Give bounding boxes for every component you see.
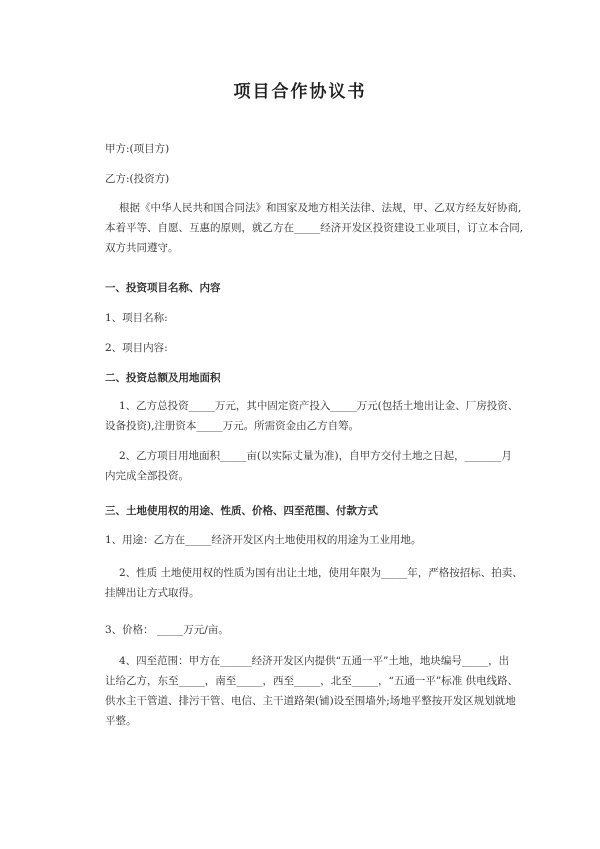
paragraph-line: 2、乙方项目用地面积_____亩(以实际丈量为准)，自甲方交付土地之日起，_______月 (119, 450, 512, 462)
section-1-heading: 一、投资项目名称、内容 (105, 282, 221, 294)
section-2-item-2 (105, 446, 523, 486)
paragraph-line: 让给乙方，东至_____，南至_____，西至_____，北至_____，“五通一平”标准 供电线路、 (105, 675, 519, 687)
document-title: 项目合作协议书 (233, 82, 367, 102)
paragraph-line: 4、四至范围：甲方在______经济开发区内提供“五通一平”土地，地块编号_____，出 (119, 655, 510, 667)
party-a: 甲方:(项目方) (105, 143, 170, 155)
paragraph-line: 设备投资),注册资本_____万元。所需资金由乙方自筹。 (105, 420, 360, 432)
party-b: 乙方:(投资方) (105, 173, 170, 185)
section-2-heading: 二、投资总额及用地面积 (105, 372, 221, 384)
paragraph-line: 平整。 (105, 715, 137, 727)
paragraph-line: 供水主干管道、排污干管、电信、主干道路架(铺)设至围墙外;场地平整按开发区规划就地 (105, 695, 516, 707)
paragraph-line: 2、性质 土地使用权的性质为国有出让土地，使用年限为_____年，严格按招标、拍卖、 (119, 567, 523, 579)
section-3-heading: 三、土地使用权的用途、性质、价格、四至范围、付款方式 (105, 505, 378, 517)
paragraph-line: 挂牌出让方式取得。 (105, 587, 200, 599)
section-3-item-3: 3、价格： _____万元/亩。 (105, 624, 229, 636)
section-1-item-1: 1、项目名称: (105, 312, 168, 324)
section-1-item-2: 2、项目内容: (105, 342, 168, 354)
intro-paragraph (105, 198, 523, 258)
paragraph-line: 内完成全部投资。 (105, 470, 189, 482)
paragraph-line: 1、乙方总投资_____万元，其中固定资产投入_____万元(包括土地出让金、厂房投资、 (119, 400, 519, 412)
section-3-item-1: 1、用途：乙方在_____经济开发区内土地使用权的用途为工业用地。 (105, 534, 422, 546)
section-3-item-4 (105, 651, 523, 731)
intro-line: 双方共同遵守。 (105, 242, 179, 254)
section-2-item-1 (105, 396, 523, 436)
section-3-item-2 (105, 563, 523, 603)
intro-line: 本着平等、自愿、互惠的原则，就乙方在_____经济开发区投资建设工业项目，订立本合同, (105, 222, 524, 234)
intro-line: 根据《中华人民共和国合同法》和国家及地方相关法律、法规，甲、乙双方经友好协商, (119, 202, 522, 214)
